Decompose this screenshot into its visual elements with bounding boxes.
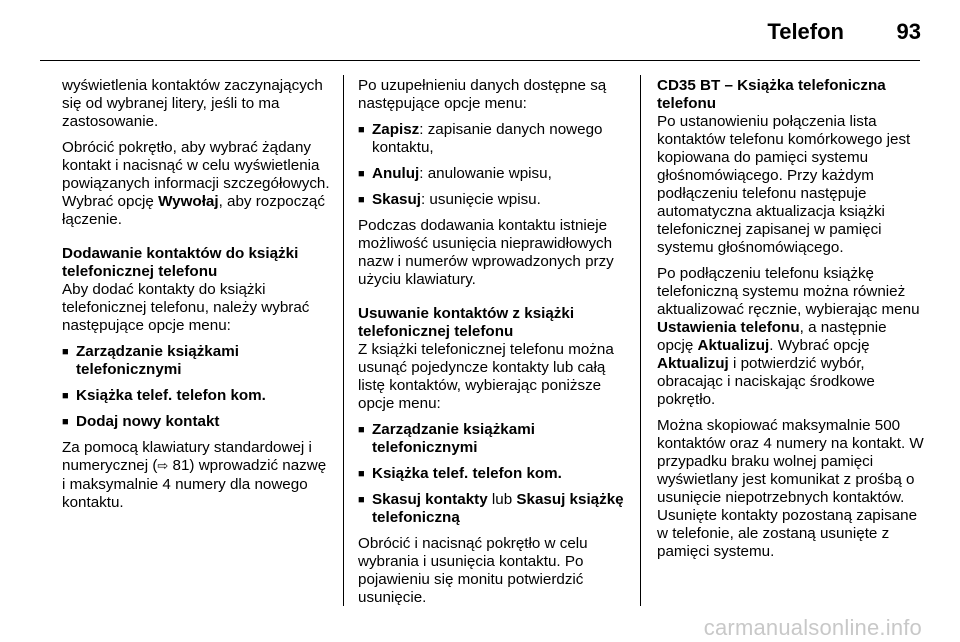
option-list [358, 121, 628, 209]
bullet-icon: ■ [62, 390, 69, 402]
header-rule [40, 60, 920, 61]
bullet-icon: ■ [358, 468, 365, 480]
column-1 [62, 77, 330, 520]
menu-option: Skasuj kontakty [372, 491, 488, 508]
page-number: 93 [896, 19, 921, 44]
page-title: Telefon [767, 19, 844, 44]
column-divider-left [343, 75, 344, 606]
paragraph-text: i potwierdzić wybór, obracając i naciskając środkowe pokrętło. [657, 355, 875, 408]
bullet-icon: ■ [358, 424, 365, 436]
paragraph: Podczas dodawania kontaktu istnieje możliwość usunięcia nieprawidłowych nazw i numerów wprowadzonych przy użyciu klawiatury. [358, 217, 614, 288]
list-item [358, 121, 628, 157]
section-heading-cd35bt-phonebook: CD35 BT – Książka telefoniczna telefonu [657, 77, 886, 112]
list-item [62, 343, 330, 379]
paragraph: Obrócić i nacisnąć pokrętło w celu wybrania i usunięcia kontaktu. Po pojawieniu się monitu potwierdzić usunięcie. [358, 535, 588, 606]
menu-option-update: Aktualizuj [657, 355, 729, 372]
paragraph-text: , a następnie opcję [657, 319, 887, 354]
section-heading-delete-contacts: Usuwanie kontaktów z książki telefonicznej telefonu [358, 305, 575, 340]
page-reference: 81 [172, 457, 190, 474]
bullet-icon: ■ [358, 168, 365, 180]
column-3 [657, 77, 927, 569]
bullet-icon: ■ [358, 124, 365, 136]
menu-option-phone-settings: Ustawienia telefonu [657, 319, 800, 336]
page-header [0, 0, 960, 60]
connector-text: lub [487, 491, 517, 508]
list-item [358, 465, 628, 483]
menu-path-list [358, 421, 628, 527]
paragraph: Po ustanowieniu połączenia lista kontaktów telefonu komórkowego jest kopiowana do pamięci systemu głośnomówiącego. Przy każdym podłączeniu telefonu następuje automatyczna aktualizacja książki telefonicznej zapisanej w pamięci systemu głośnomówiącego. [657, 113, 911, 256]
menu-option-update: Aktualizuj [697, 337, 770, 354]
option-description: : zapisanie danych nowego kontaktu, [372, 121, 603, 156]
menu-option-save: Zapisz [372, 121, 420, 138]
paragraph: Po uzupełnieniu danych dostępne są następujące opcje menu: [358, 77, 607, 112]
paragraph-text: Po podłączeniu telefonu książkę telefoniczną systemu można również aktualizować ręcznie, wybierając menu [657, 265, 920, 318]
section-heading-add-contacts: Dodawanie kontaktów do książki telefonicznej telefonu [62, 245, 299, 280]
paragraph-text: Za pomocą klawiatury standardowej i numerycznej ( [62, 439, 312, 474]
paragraph: Aby dodać kontakty do książki telefonicznej telefonu, należy wybrać następujące opcje menu: [62, 281, 310, 334]
watermark: carmanualsonline.info [703, 615, 922, 640]
menu-option: Książka telef. telefon kom. [372, 465, 562, 482]
bullet-icon: ■ [62, 346, 69, 358]
list-item [62, 413, 330, 431]
list-item [358, 491, 628, 527]
menu-option: Dodaj nowy kontakt [76, 413, 220, 430]
paragraph: wyświetlenia kontaktów zaczynających się od wybranej litery, jeśli to ma zastosowanie. [62, 77, 323, 130]
bullet-icon: ■ [62, 416, 69, 428]
menu-option-call: Wywołaj [158, 193, 219, 210]
bullet-icon: ■ [358, 494, 365, 506]
paragraph [657, 265, 927, 409]
list-item [358, 165, 628, 183]
menu-option-delete: Skasuj [372, 191, 421, 208]
paragraph-text: ) wprowadzić nazwę i maksymalnie 4 numery dla nowego kontaktu. [62, 457, 327, 511]
column-divider-right [640, 75, 641, 606]
paragraph: Z książki telefonicznej telefonu można usunąć pojedyncze kontakty lub całą listę kontaktów, wybierając poniższe opcje menu: [358, 341, 614, 412]
paragraph-text: . Wybrać opcję [769, 337, 870, 354]
menu-option: Książka telef. telefon kom. [76, 387, 266, 404]
column-2 [358, 77, 628, 615]
menu-option: Zarządzanie książkami telefonicznymi [372, 421, 535, 456]
option-description: : usunięcie wpisu. [420, 191, 541, 208]
paragraph [62, 439, 330, 512]
paragraph: Można skopiować maksymalnie 500 kontaktów oraz 4 numery na kontakt. W przypadku braku wolnej pamięci wyświetlany jest komunikat z prośbą o usunięcie niepotrzebnych kontaktów. Usunięte kontakty pozostaną zapisane w telefonie, ale zostaną usunięte z pamięci systemu. [657, 417, 924, 560]
menu-option: Skasuj książkę telefoniczną [372, 491, 624, 526]
paragraph-text: Obrócić pokrętło, aby wybrać żądany kontakt i nacisnąć w celu wyświetlenia powiązanych informacji szczegółowych. Wybrać opcję [62, 139, 330, 210]
page-reference-icon: ⇨ [157, 459, 169, 474]
paragraph [62, 139, 330, 229]
bullet-icon: ■ [358, 194, 365, 206]
list-item [62, 387, 330, 405]
option-description: : anulowanie wpisu, [419, 165, 552, 182]
menu-path-list [62, 343, 330, 431]
menu-option: Zarządzanie książkami telefonicznymi [76, 343, 239, 378]
list-item [358, 191, 628, 209]
paragraph-text: , aby rozpocząć łączenie. [62, 193, 325, 228]
menu-option-cancel: Anuluj [372, 165, 420, 182]
list-item [358, 421, 628, 457]
